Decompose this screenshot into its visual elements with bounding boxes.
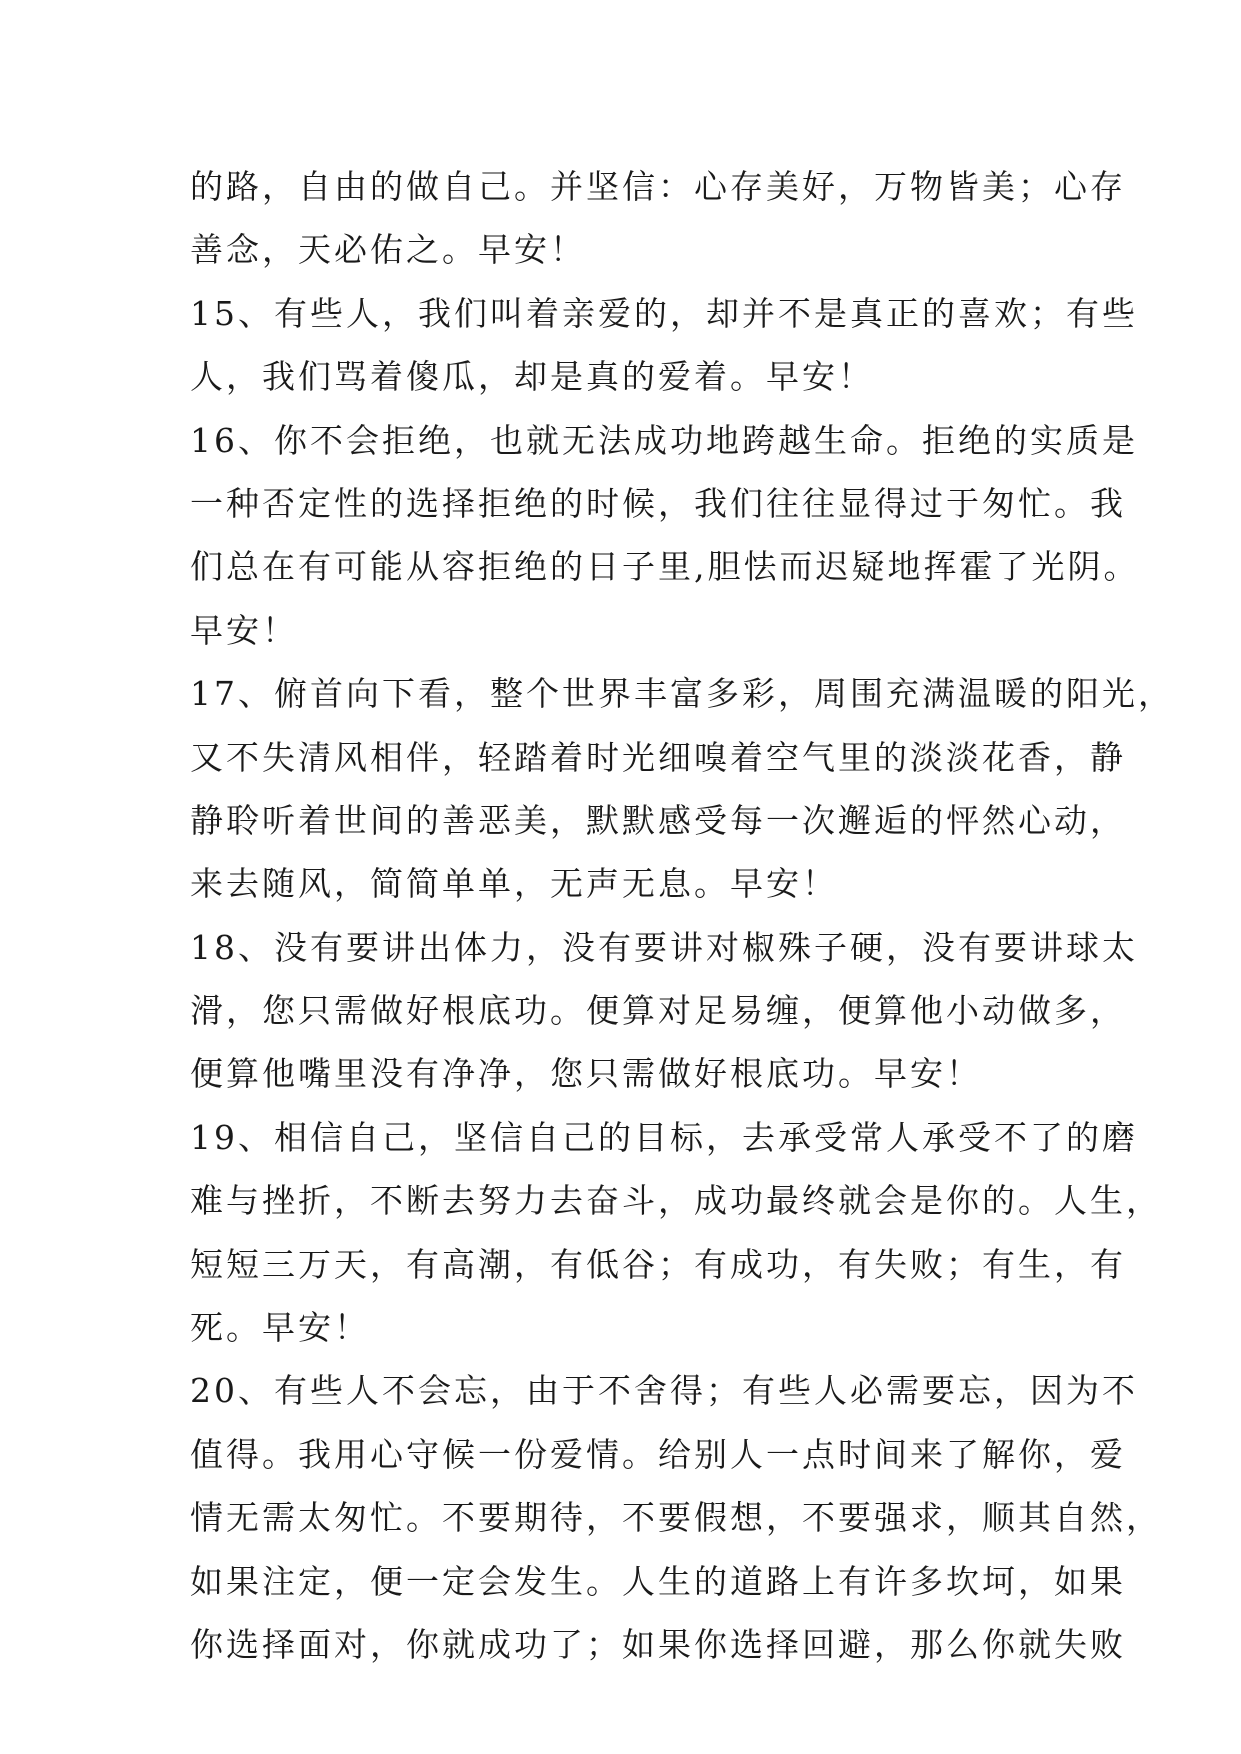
text-line: 又不失清风相伴，轻踏着时光细嗅着空气里的淡淡花香，静 <box>190 737 1126 777</box>
text-line: 15、有些人，我们叫着亲爱的，却并不是真正的喜欢；有些 <box>190 293 1138 333</box>
body-text <box>190 155 1174 1676</box>
text-line: 20、有些人不会忘，由于不舍得；有些人必需要忘，因为不 <box>190 1371 1138 1411</box>
text-line: 滑，您只需做好根底功。便算对足易缠，便算他小动做多， <box>190 991 1126 1031</box>
text-line: 你选择面对，你就成功了；如果你选择回避，那么你就失败 <box>190 1624 1126 1664</box>
text-line: 一种否定性的选择拒绝的时候，我们往往显得过于匆忙。我 <box>190 483 1126 523</box>
text-line: 难与挫折，不断去努力去奋斗，成功最终就会是你的。人生， <box>190 1181 1162 1221</box>
text-line: 来去随风，简简单单，无声无息。早安！ <box>190 864 838 904</box>
text-line: 静聆听着世间的善恶美，默默感受每一次邂逅的怦然心动， <box>190 800 1126 840</box>
text-line: 早安！ <box>190 610 298 650</box>
text-line: 人，我们骂着傻瓜，却是真的爱着。早安！ <box>190 357 874 397</box>
text-line: 们总在有可能从容拒绝的日子里,胆怯而迟疑地挥霍了光阴。 <box>190 547 1140 587</box>
text-line: 19、相信自己，坚信自己的目标，去承受常人承受不了的磨 <box>190 1117 1138 1157</box>
text-line: 便算他嘴里没有净净，您只需做好根底功。早安！ <box>190 1054 982 1094</box>
text-line: 短短三万天，有高潮，有低谷；有成功，有失败；有生，有 <box>190 1244 1126 1284</box>
text-line: 17、俯首向下看，整个世界丰富多彩，周围充满温暖的阳光， <box>190 674 1174 714</box>
text-line: 值得。我用心守候一份爱情。给别人一点时间来了解你，爱 <box>190 1434 1126 1474</box>
text-line: 情无需太匆忙。不要期待，不要假想，不要强求，顺其自然， <box>190 1498 1162 1538</box>
text-line: 18、没有要讲出体力，没有要讲对椒殊子硬，没有要讲球太 <box>190 927 1138 967</box>
text-line: 死。早安！ <box>190 1308 370 1348</box>
text-line: 如果注定，便一定会发生。人生的道路上有许多坎坷，如果 <box>190 1561 1126 1601</box>
text-line: 16、你不会拒绝，也就无法成功地跨越生命。拒绝的实质是 <box>190 420 1138 460</box>
text-line: 善念，天必佑之。早安！ <box>190 230 586 270</box>
text-line: 的路，自由的做自己。并坚信：心存美好，万物皆美；心存 <box>190 167 1126 206</box>
